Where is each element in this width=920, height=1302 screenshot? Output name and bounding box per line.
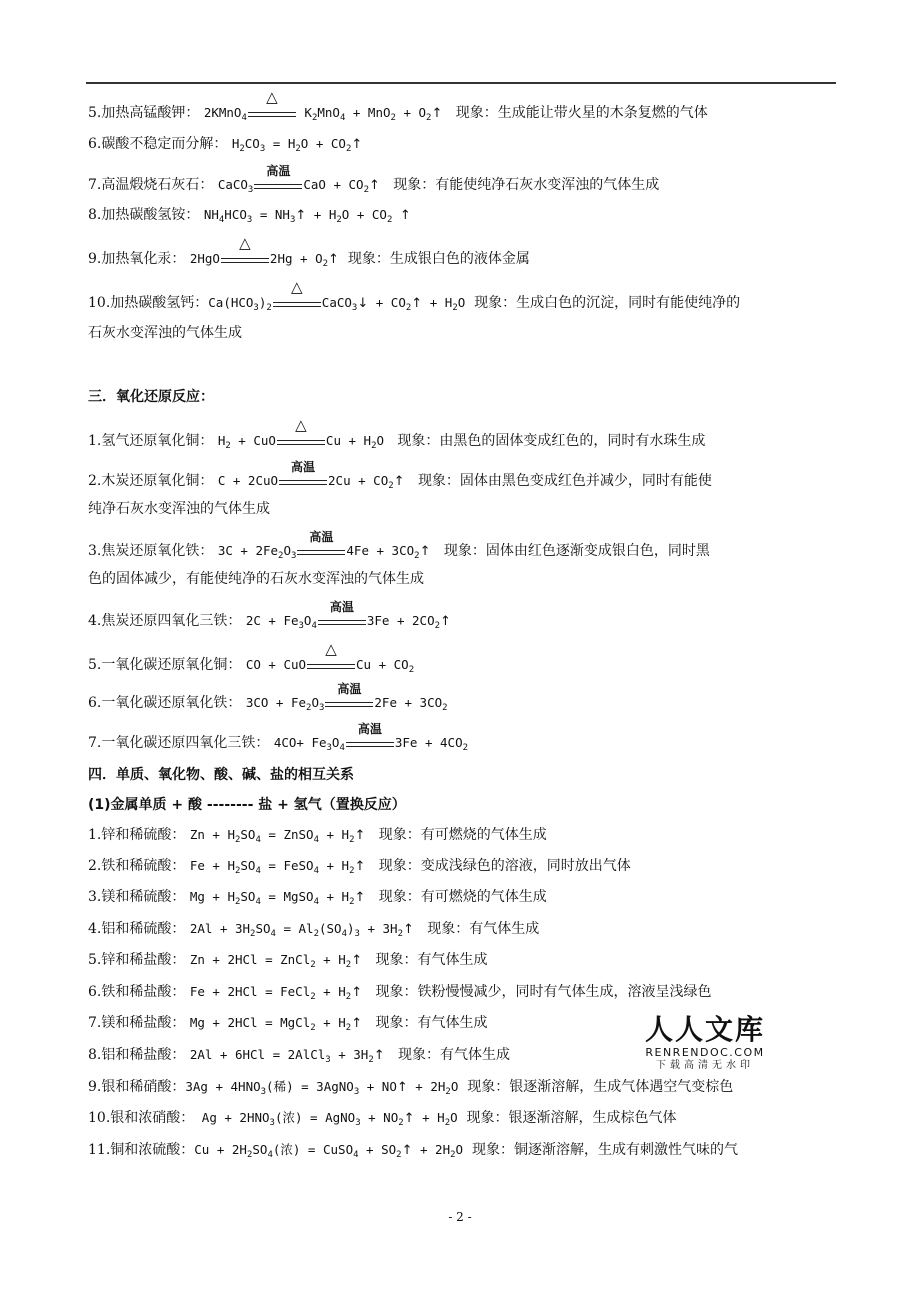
high-temp-condition: 高温 xyxy=(297,545,345,559)
equation-line: 9.加热氧化汞： 2HgO △ $2Hg + O_2↑$ 现象：生成银白色的液体金属 xyxy=(88,233,530,269)
observation-continuation: 石灰水变浑浊的气体生成 xyxy=(88,325,242,341)
high-temp-condition: 高温 xyxy=(325,697,373,711)
observation-continuation: 色的固体减少，有能使纯净的石灰水变浑浊的气体生成 xyxy=(88,571,424,587)
high-temp-condition: 高温 xyxy=(346,737,394,751)
watermark-title: 人人文库 xyxy=(644,1013,765,1046)
equation-line: 3.焦炭还原氧化铁： $3C + 2Fe_2O_3$ 高温 $4Fe + 3CO_2↑$ 现象：固体由红色逐渐变成银白色，同时黑 xyxy=(88,529,710,561)
subsection-title: (1)金属单质 + 酸 -------- 盐 + 氢气（置换反应） xyxy=(88,797,406,813)
equation-line: 7.一氧化碳还原四氧化三铁： $4CO+ Fe_3O_4$ 高温 $3Fe + 4CO_2$ xyxy=(88,721,469,753)
high-temp-condition: 高温 xyxy=(318,615,366,629)
section-title: 四．单质、氧化物、酸、碱、盐的相互关系 xyxy=(88,767,354,783)
equation-line: 4.铝和稀硫酸： $2Al + 3H_2SO_4 = Al_2(SO_4)_3$ + $3H_2↑$ 现象：有气体生成 xyxy=(88,921,540,939)
watermark-logo xyxy=(630,1014,780,1072)
equation-line: 11.铜和浓硫酸：$Cu + 2H_2SO_4$(浓) = CuSO$_4$ + $SO_2↑ + 2H_2O$ 现象：铜逐渐溶解，生成有刺激性气味的气 xyxy=(88,1142,738,1160)
equation-line: 7.高温煅烧石灰石： CaCO$_3$ 高温 CaO + $CO_2↑$ 现象：有能使纯净石灰水变浑浊的气体生成 xyxy=(88,163,660,195)
observation-continuation: 纯净石灰水变浑浊的气体生成 xyxy=(88,501,270,517)
header-rule xyxy=(86,82,836,84)
equation-line: 4.焦炭还原四氧化三铁： $2C + Fe_3O_4$ 高温 $3Fe + 2CO_2↑$ xyxy=(88,599,451,631)
equation-line: 10.加热碳酸氢钙：$Ca(HCO_3)_2$ △ CaCO$_3$↓ + $CO_2↑ + H_2O$ 现象：生成白色的沉淀，同时有能使纯净的 xyxy=(88,277,741,313)
heat-condition: △ xyxy=(221,253,269,267)
high-temp-condition: 高温 xyxy=(254,179,302,193)
heat-condition: △ xyxy=(273,297,321,311)
equation-line: 9.银和稀硝酸：$3Ag + 4HNO_3$(稀) = 3AgNO$_3$ + NO↑ + $2H_2O$ 现象：银逐渐溶解，生成气体遇空气变棕色 xyxy=(88,1079,734,1097)
heat-condition: △ xyxy=(277,435,325,449)
equation-line: 5.一氧化碳还原氧化铜： CO + CuO △ $Cu + CO_2$ xyxy=(88,639,415,675)
equation-line: 2.铁和稀硫酸： $Fe + H_2SO_4$ = FeSO$_4$ + $H_2↑$ 现象：变成浅绿色的溶液，同时放出气体 xyxy=(88,858,631,876)
equation-line: 5.锌和稀盐酸： Zn + 2HCl = ZnCl$_2$ + $H_2↑$ 现象：有气体生成 xyxy=(88,952,488,970)
equation-line: 1.锌和稀硫酸： $Zn + H_2SO_4$ = ZnSO$_4$ + $H_2↑$ 现象：有可燃烧的气体生成 xyxy=(88,827,547,845)
equation-line: 5.加热高锰酸钾： 2KMnO$_4$ △ $K_2MnO_4 + MnO_2$ + $O_2↑$ 现象：生成能让带火星的木条复燃的气体 xyxy=(88,87,708,123)
equation-line: 3.镁和稀硫酸： $Mg + H_2SO_4$ = MgSO$_4$ + $H_2↑$ 现象：有可燃烧的气体生成 xyxy=(88,889,547,907)
equation-line: 2.木炭还原氧化铜： C + 2CuO 高温 $2Cu + CO_2↑$ 现象：固体由黑色变成红色并减少，同时有能使 xyxy=(88,459,712,491)
equation-line: 6.碳酸不稳定而分解： $H_2CO_3 = H_2O$ + $CO_2↑$ xyxy=(88,136,363,154)
equation-line: 6.一氧化碳还原氧化铁： $3CO + Fe_2O_3$ 高温 $2Fe + 3CO_2$ xyxy=(88,681,448,713)
section-title: 三．氧化还原反应： xyxy=(88,389,214,405)
heat-condition: △ xyxy=(248,107,296,121)
page-number: - 2 - xyxy=(448,1210,472,1224)
heat-condition: △ xyxy=(307,659,355,673)
equation-line: 1.氢气还原氧化铜： $H_2$ + CuO △ $Cu + H_2O$ 现象：由黑色的固体变成红色的，同时有水珠生成 xyxy=(88,415,706,451)
equation-line: 6.铁和稀盐酸： Fe + 2HCl = FeCl$_2$ + $H_2↑$ 现象：铁粉慢慢减少，同时有气体生成，溶液呈浅绿色 xyxy=(88,984,712,1002)
watermark-slogan: 下载高清无水印 xyxy=(656,1060,754,1071)
equation-line: 8.加热碳酸氢铵： $NH_4HCO_3$ = $NH_3↑ + H_2O + CO_2$ ↑ xyxy=(88,207,411,225)
equation-line: 8.铝和稀盐酸： 2Al + 6HCl = 2AlCl$_3$ + $3H_2↑$ 现象：有气体生成 xyxy=(88,1047,511,1065)
high-temp-condition: 高温 xyxy=(279,475,327,489)
equation-line: 7.镁和稀盐酸： Mg + 2HCl = MgCl$_2$ + $H_2↑$ 现象：有气体生成 xyxy=(88,1015,488,1033)
watermark-site: RENRENDOC.COM xyxy=(645,1046,765,1059)
equation-line: 10.银和浓硝酸： $Ag + 2HNO_3$(浓) = AgNO$_3$ + $NO_2↑ + H_2O$ 现象：银逐渐溶解，生成棕色气体 xyxy=(88,1110,677,1128)
